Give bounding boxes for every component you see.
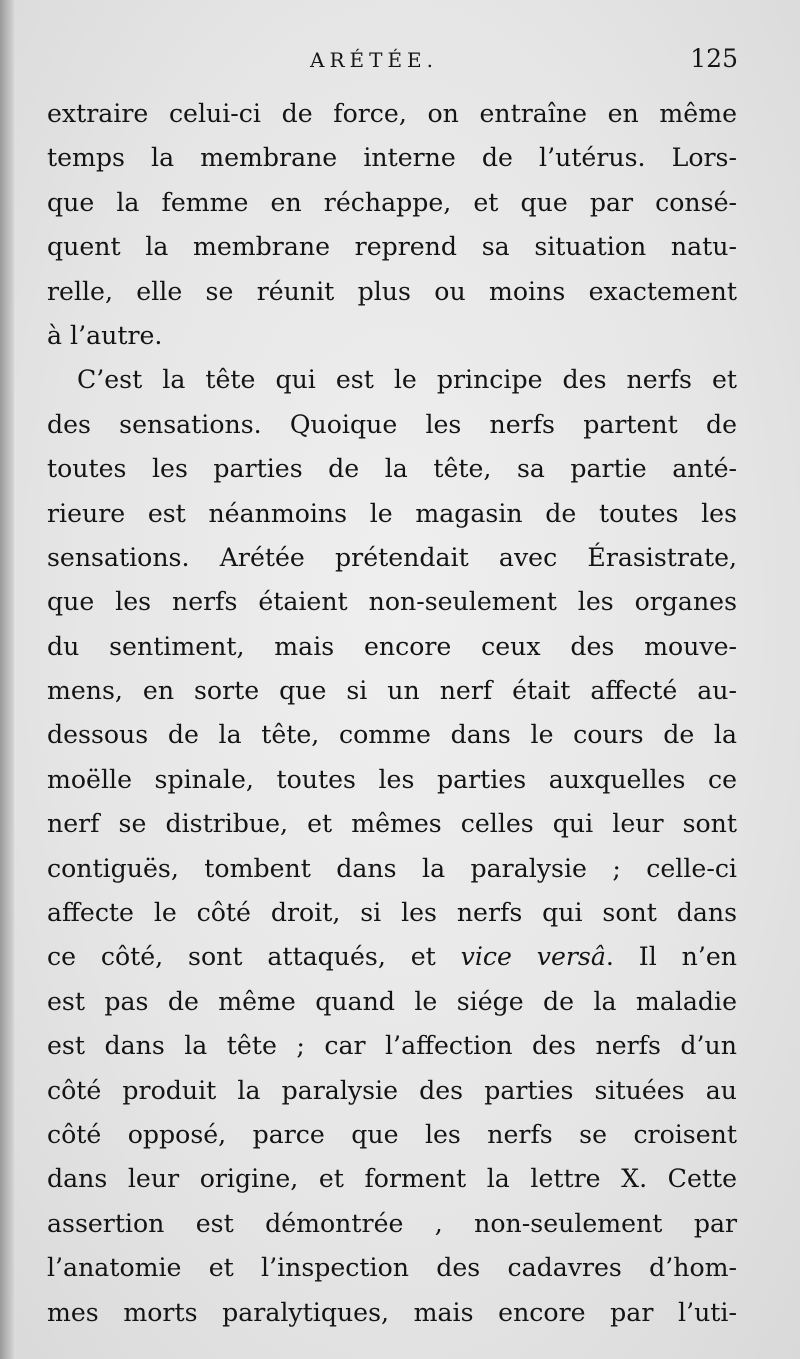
text-line: nerf se distribue, et mêmes celles qui leur sont (47, 809, 737, 839)
text-line: affecte le côté droit, si les nerfs qui sont dans (47, 898, 737, 928)
text-line: temps la membrane interne de l’utérus. Lors- (47, 143, 737, 173)
running-title: ARÉTÉE. (310, 48, 438, 72)
text-line: mens, en sorte que si un nerf était affecté au- (47, 676, 737, 706)
body-text (47, 92, 737, 1335)
text-line: dessous de la tête, comme dans le cours de la (47, 720, 737, 750)
text-line: contiguës, tombent dans la paralysie ; celle-ci (47, 853, 737, 883)
running-head (48, 42, 738, 82)
text-line: toutes les parties de la tête, sa partie anté- (47, 454, 737, 484)
text-line: extraire celui-ci de force, on entraîne en même (47, 99, 737, 128)
text-line: côté opposé, parce que les nerfs se croisent (47, 1119, 737, 1149)
text-line: assertion est démontrée , non-seulement par (47, 1208, 737, 1238)
text-line: sensations. Arétée prétendait avec Érasistrate, (47, 542, 737, 572)
text-line: que la femme en réchappe, et que par consé- (47, 187, 737, 217)
text-segment: ce côté, sont attaqués, et (47, 942, 461, 972)
paragraph-start-line: C’est la tête qui est le principe des nerfs et (77, 365, 737, 395)
page-edge-shadow (0, 0, 14, 1359)
text-line: moëlle spinale, toutes les parties auxquelles ce (47, 764, 737, 794)
text-line: est pas de même quand le siége de la maladie (47, 986, 737, 1016)
text-line: est dans la tête ; car l’affection des nerfs d’un (47, 1031, 737, 1061)
text-line: du sentiment, mais encore ceux des mouve- (47, 631, 737, 661)
text-line: côté produit la paralysie des parties situées au (47, 1075, 737, 1105)
text-line: l’anatomie et l’inspection des cadavres d’hom- (47, 1253, 737, 1283)
text-line-with-italic (47, 935, 737, 979)
italic-phrase: vice versâ (460, 942, 606, 972)
text-line: mes morts paralytiques, mais encore par l’uti- (47, 1297, 737, 1327)
text-segment: . Il n’en (605, 942, 737, 972)
text-line: dans leur origine, et forment la lettre X. Cette (47, 1164, 737, 1194)
text-line: que les nerfs étaient non-seulement les organes (47, 587, 737, 617)
text-line: à l’autre. (47, 320, 163, 350)
text-line: relle, elle se réunit plus ou moins exactement (47, 276, 737, 306)
page-number: 125 (690, 44, 738, 73)
text-line: quent la membrane reprend sa situation natu- (47, 232, 737, 262)
text-line: des sensations. Quoique les nerfs partent de (47, 409, 737, 439)
text-line: rieure est néanmoins le magasin de toutes les (47, 498, 737, 528)
